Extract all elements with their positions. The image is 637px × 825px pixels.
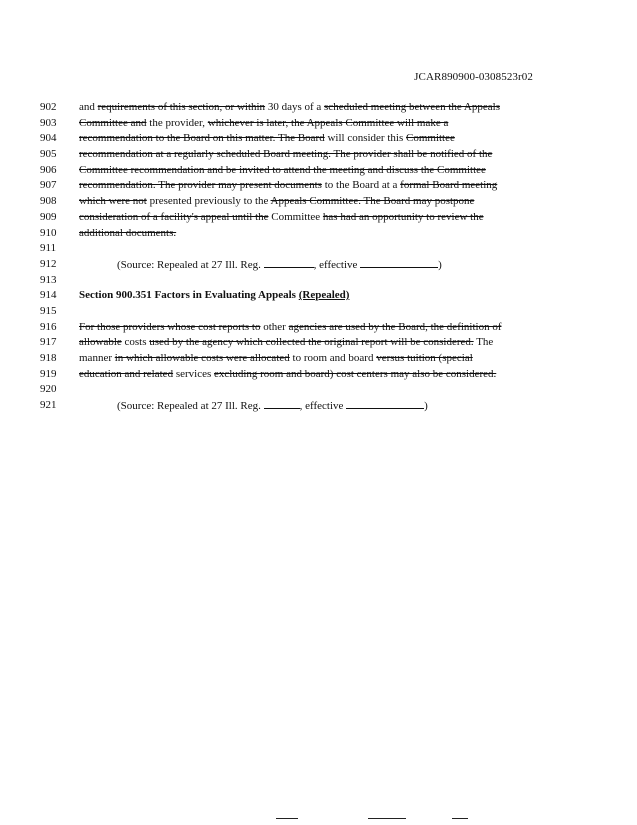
struck-text: agencies are used by the Board, the definition of bbox=[288, 320, 502, 333]
document-line bbox=[0, 241, 637, 257]
text-segment: other bbox=[260, 320, 289, 333]
fill-in-blank bbox=[264, 398, 300, 409]
line-number: 911 bbox=[40, 242, 57, 255]
line-text bbox=[79, 226, 176, 242]
line-text bbox=[79, 351, 473, 367]
struck-text: requirements of this section, or within bbox=[97, 101, 266, 113]
struck-text: has had an opportunity to review the bbox=[322, 210, 484, 223]
line-number: 905 bbox=[40, 148, 57, 161]
struck-text: allowable bbox=[79, 336, 122, 349]
fill-in-blank bbox=[346, 398, 424, 409]
line-text bbox=[79, 194, 474, 210]
document-line bbox=[0, 398, 637, 414]
struck-text: formal Board meeting bbox=[400, 179, 498, 192]
text-segment: costs bbox=[121, 336, 150, 349]
line-text bbox=[79, 320, 502, 336]
struck-text: used by the agency which collected the original report will be considered. bbox=[149, 336, 474, 349]
line-number: 913 bbox=[40, 273, 57, 286]
struck-text: Committee recommendation and be invited to attend the meeting and discuss the Committee bbox=[79, 163, 486, 176]
struck-text: recommendation at a regularly scheduled Board meeting. The provider shall be notified of the bbox=[79, 148, 493, 161]
struck-text: which were not bbox=[79, 195, 147, 208]
struck-text: scheduled meeting between the Appeals bbox=[324, 101, 500, 113]
footer-rule-3 bbox=[452, 818, 468, 819]
line-number: 921 bbox=[40, 399, 57, 412]
text-segment: services bbox=[173, 367, 215, 380]
text-segment: Committee bbox=[268, 210, 323, 223]
line-number: 915 bbox=[40, 304, 57, 317]
line-text bbox=[117, 257, 442, 274]
text-segment: 30 days of a bbox=[265, 101, 325, 113]
struck-text: education and related bbox=[79, 367, 174, 380]
struck-text: whichever is later, the Appeals Committee will make a bbox=[207, 116, 449, 129]
document-line bbox=[0, 335, 637, 351]
line-number: 914 bbox=[40, 289, 57, 302]
text-segment: (Source: Repealed at 27 Ill. Reg. bbox=[117, 400, 264, 413]
text-segment: ) bbox=[438, 258, 442, 271]
text-segment: The bbox=[473, 336, 494, 349]
fill-in-blank bbox=[264, 257, 314, 268]
text-segment: Section 900.351 Factors in Evaluating Appeals bbox=[79, 289, 299, 302]
document-line bbox=[0, 210, 637, 226]
struck-text: Committee and bbox=[79, 116, 147, 129]
text-segment: ) bbox=[424, 400, 428, 413]
document-line bbox=[0, 367, 637, 383]
struck-text: recommendation to the Board on this matter. The Board bbox=[79, 132, 325, 145]
text-segment: and bbox=[79, 101, 98, 113]
text-segment: the provider, bbox=[146, 116, 208, 129]
text-segment: manner bbox=[79, 352, 115, 364]
document-line bbox=[0, 304, 637, 320]
line-text bbox=[79, 131, 455, 147]
line-text bbox=[79, 147, 492, 163]
document-line bbox=[0, 178, 637, 194]
text-segment: presented previously to the bbox=[146, 195, 271, 208]
document-line bbox=[0, 116, 637, 132]
line-number: 920 bbox=[40, 383, 57, 396]
struck-text: versus tuition (special bbox=[376, 352, 473, 364]
line-text bbox=[79, 163, 486, 179]
line-number: 919 bbox=[40, 367, 57, 380]
document-line bbox=[0, 147, 637, 163]
struck-text: in which allowable costs were allocated bbox=[114, 352, 290, 364]
document-line bbox=[0, 226, 637, 242]
document-body bbox=[0, 100, 637, 414]
line-number: 908 bbox=[40, 195, 57, 208]
line-number: 917 bbox=[40, 336, 57, 349]
line-number: 918 bbox=[40, 352, 57, 364]
document-line bbox=[0, 163, 637, 179]
struck-text: Committee bbox=[406, 132, 455, 145]
line-number: 910 bbox=[40, 226, 57, 239]
struck-text: excluding room and board) cost centers may also be considered. bbox=[214, 367, 497, 380]
document-line bbox=[0, 194, 637, 210]
struck-text: Appeals Committee. The Board may postpone bbox=[270, 195, 475, 208]
line-number: 904 bbox=[40, 132, 57, 145]
line-number: 907 bbox=[40, 179, 57, 192]
document-line bbox=[0, 273, 637, 289]
line-number: 906 bbox=[40, 163, 57, 176]
document-line bbox=[0, 131, 637, 147]
line-text bbox=[79, 288, 349, 304]
document-line bbox=[0, 257, 637, 273]
text-segment: , effective bbox=[299, 400, 347, 413]
struck-text: recommendation. The provider may present documents bbox=[79, 179, 322, 192]
text-segment: , effective bbox=[313, 258, 361, 271]
line-text bbox=[79, 210, 484, 226]
line-text bbox=[79, 100, 500, 116]
document-line bbox=[0, 382, 637, 398]
fill-in-blank bbox=[360, 257, 438, 268]
struck-text: additional documents. bbox=[79, 226, 177, 239]
footer-rule-1 bbox=[276, 818, 298, 819]
text-segment: will consider this bbox=[324, 132, 406, 145]
line-number: 909 bbox=[40, 210, 57, 223]
text-segment: to the Board at a bbox=[321, 179, 401, 192]
text-segment: (Repealed) bbox=[298, 289, 350, 302]
line-number: 912 bbox=[40, 257, 57, 270]
text-segment: to room and board bbox=[289, 352, 377, 364]
document-id: JCAR890900-0308523r02 bbox=[414, 71, 533, 83]
line-text bbox=[79, 367, 496, 383]
document-line bbox=[0, 288, 637, 304]
document-line bbox=[0, 100, 637, 116]
line-number: 916 bbox=[40, 320, 57, 333]
struck-text: consideration of a facility's appeal until the bbox=[79, 210, 269, 223]
document-line bbox=[0, 351, 637, 367]
line-text bbox=[79, 178, 497, 194]
line-text bbox=[79, 335, 493, 351]
struck-text: For those providers whose cost reports to bbox=[79, 320, 261, 333]
document-line bbox=[0, 320, 637, 336]
text-segment: (Source: Repealed at 27 Ill. Reg. bbox=[117, 258, 264, 271]
line-text bbox=[117, 398, 428, 415]
line-number: 903 bbox=[40, 116, 57, 129]
line-text bbox=[79, 116, 448, 132]
line-number: 902 bbox=[40, 101, 57, 113]
footer-rule-2 bbox=[368, 818, 406, 819]
